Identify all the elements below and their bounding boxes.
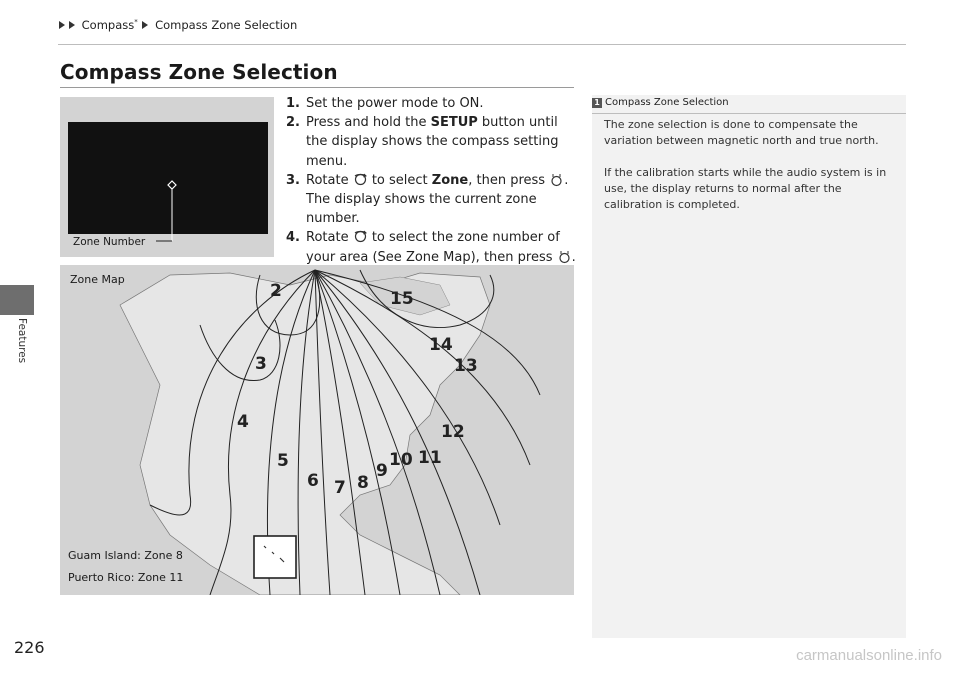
zone-number-callout (60, 97, 274, 257)
step-text: Set the power mode to ON. (306, 96, 484, 111)
side-note (592, 95, 906, 638)
step-text: , then press (468, 172, 550, 188)
zone-number: 13 (454, 356, 478, 376)
zone-number: 5 (277, 451, 289, 471)
side-note-paragraph: If the calibration starts while the audio system is in use, the display returns to normal after the calibration is completed. (604, 166, 887, 211)
setup-button-name: SETUP (430, 115, 478, 131)
guam-zone-text: Guam Island: Zone 8 (68, 549, 183, 562)
zone-number: 12 (441, 422, 465, 442)
step-number: 4. (286, 230, 300, 246)
zone-number: 6 (307, 471, 319, 491)
side-note-header (592, 95, 906, 114)
step-text: to select the zone number of your area (See Zone Map), then press (306, 230, 560, 265)
side-note-title: Compass Zone Selection (605, 97, 729, 108)
zone-number: 4 (237, 412, 249, 432)
zone-number: 15 (390, 289, 414, 309)
press-knob-icon (549, 172, 564, 187)
zone-number-label: Zone Number (73, 236, 146, 248)
step-number: 2. (286, 115, 300, 131)
step-text: . (571, 249, 576, 265)
rotate-knob-icon (353, 229, 368, 244)
step-number: 3. (286, 172, 300, 188)
breadcrumb-marker: * (134, 18, 138, 27)
step-text: Rotate (306, 172, 353, 188)
page-title: Compass Zone Selection (60, 60, 338, 84)
title-divider (60, 87, 574, 88)
step-4 (286, 228, 576, 266)
guam-inset-box (254, 536, 296, 578)
step-number: 1. (286, 96, 300, 111)
page-number: 226 (14, 638, 45, 657)
zone-number: 2 (270, 281, 282, 301)
zone-number: 8 (357, 473, 369, 493)
press-knob-icon (557, 249, 572, 264)
zone-number: 14 (429, 335, 453, 355)
rotate-knob-icon (353, 172, 368, 187)
zone-number: 11 (418, 448, 442, 468)
step-1 (286, 94, 576, 113)
zone-map-label: Zone Map (70, 273, 125, 286)
side-note-body (604, 117, 898, 229)
note-reference-icon: 1 (592, 98, 602, 108)
step-3 (286, 171, 576, 229)
watermark: carmanualsonline.info (796, 647, 942, 664)
step-2 (286, 113, 576, 171)
zone-menu-item: Zone (431, 172, 469, 188)
breadcrumb-arrow-icon (59, 21, 65, 29)
header-divider (58, 44, 906, 45)
puerto-rico-zone-text: Puerto Rico: Zone 11 (68, 571, 184, 584)
zone-map-figure (60, 265, 574, 595)
step-text: Rotate (306, 230, 353, 246)
zone-map-drawing (60, 265, 574, 595)
breadcrumb-compass[interactable]: Compass (81, 18, 135, 32)
step-text: Press and hold the (306, 115, 431, 131)
step-text: button until the display shows the compass setting menu. (306, 115, 559, 169)
zone-number: 3 (255, 354, 267, 374)
breadcrumb (58, 18, 297, 32)
side-tab-label: Features (16, 318, 28, 364)
step-text: . The display shows the current zone number. (306, 172, 569, 227)
display-figure (60, 97, 274, 257)
instruction-steps (286, 94, 576, 267)
zone-number: 10 (389, 450, 413, 470)
zone-number: 9 (376, 461, 388, 481)
breadcrumb-arrow-icon (142, 21, 148, 29)
side-tab-marker (0, 285, 34, 315)
breadcrumb-arrow-icon (69, 21, 75, 29)
breadcrumb-current: Compass Zone Selection (155, 18, 298, 32)
step-text: to select (367, 172, 432, 188)
side-note-paragraph: The zone selection is done to compensate the variation between magnetic north and true north. (604, 118, 879, 147)
zone-number: 7 (334, 478, 346, 498)
